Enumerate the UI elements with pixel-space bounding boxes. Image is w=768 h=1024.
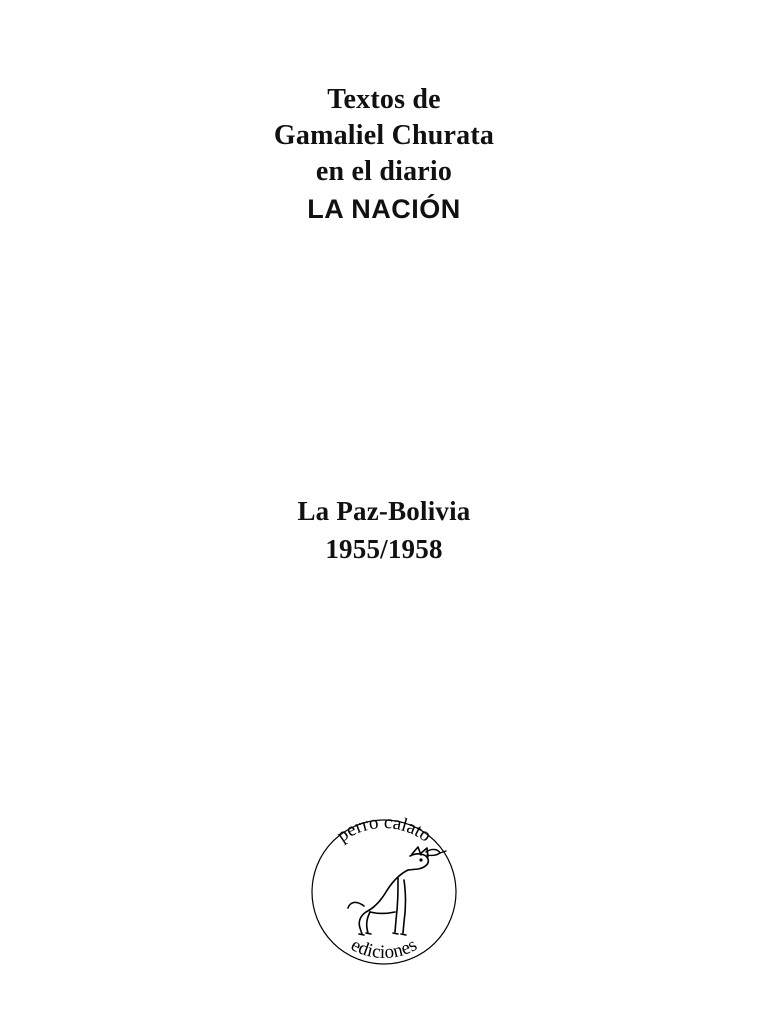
title-line-1: Textos de [327,84,441,115]
imprint-place: La Paz-Bolivia [297,496,471,526]
perro-calato-ediciones-logo [294,800,474,980]
dog-silhouette-icon [348,847,428,935]
publisher-logo-wrap [0,800,768,980]
book-title-block [0,82,768,228]
imprint-years: 1955/1958 [325,534,443,564]
imprint-block [0,492,768,568]
logo-text-bottom: ediciones [347,934,421,964]
title-line-4: LA NACIÓN [307,194,461,224]
title-line-3: en el diario [315,156,453,187]
title-line-2: Gamaliel Churata [273,120,495,151]
logo-text-top: perro calato [333,811,435,847]
